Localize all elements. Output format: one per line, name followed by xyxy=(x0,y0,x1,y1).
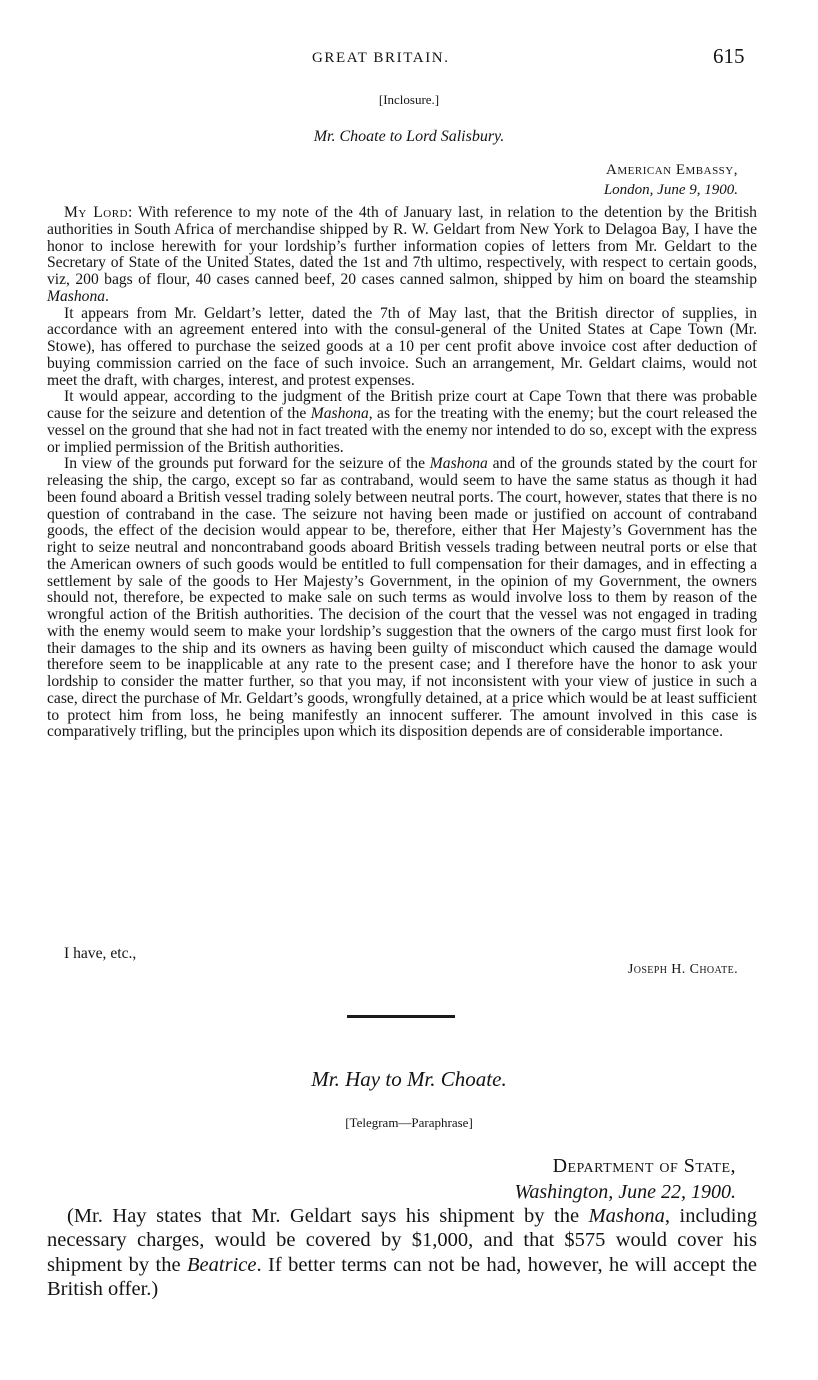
paragraph-text: . xyxy=(105,287,109,305)
paragraph xyxy=(47,456,757,741)
paragraph-text: , as for the treating with the enemy; but the court released the vessel on the ground that she had not in fact treated with the enemy nor intended to do so, except with the express or implied permission of the British authorities. xyxy=(47,405,757,456)
ship-name: Mashona xyxy=(47,287,106,305)
paragraph-text: (Mr. Hay states that Mr. Geldart says his shipment by the xyxy=(67,1205,589,1227)
section-divider xyxy=(347,1015,455,1018)
paragraph xyxy=(47,205,757,306)
department-heading: Department of State, xyxy=(552,1155,736,1177)
page-number: 615 xyxy=(713,44,745,68)
salutation: My Lord xyxy=(64,204,128,221)
paragraph xyxy=(47,1204,757,1301)
ship-name: Mashona xyxy=(310,405,369,422)
ship-name: Beatrice xyxy=(187,1253,257,1276)
letter-title-hay-to-choate: Mr. Hay to Mr. Choate. xyxy=(311,1067,507,1091)
letter-title-choate-to-salisbury: Mr. Choate to Lord Salisbury. xyxy=(313,128,505,145)
telegram-body xyxy=(47,1204,757,1301)
paragraph-text: In view of the grounds put forward for the seizure of the xyxy=(64,455,430,473)
paragraph-text: , including necessary charges, would be covered by $1,000, and that $575 would cover his shipment by the xyxy=(47,1205,757,1276)
place-date: Washington, June 22, 1900. xyxy=(514,1181,736,1203)
telegram-note: [Telegram—Paraphrase] xyxy=(345,1115,473,1130)
letter-body xyxy=(47,205,757,741)
running-head: GREAT BRITAIN. xyxy=(312,50,450,66)
signature: Joseph H. Choate. xyxy=(627,962,738,977)
ship-name: Mashona xyxy=(429,455,488,473)
paragraph-text: and of the grounds stated by the court for releasing the ship, the cargo, except so far as contraband, would seem to have the same status as though it had been found aboard a British vessel trading solely between neutral ports. The court, however, states that there is no question of contraband in the case. The seizure not having been made or justified on account of contraband goods, the effect of the decision would appear to be, therefore, either that Her Majesty’s Government has the right to seize neutral and noncontraband goods aboard British vessels trading between neutral ports or else that the American owners of such goods would be entitled to full compensation for their damages, and in effecting a settlement by sale of the goods to Her Majesty’s Government, in the opinion of my Government, the owners should not, therefore, be expected to make sale on such terms as would involve loss to them by reason of the wrongful action of the British authorities. The decision of the court that the vessel was not engaged in trading with the enemy would seem to make your lordship’s suggestion that the owners of the cargo must first look for their damages to the ship and its owners as having been guilty of misconduct which caused the damage would therefore seem to be inapplicable at any rate to the present case; and I therefore have the honor to ask your lordship to consider the matter further, so that you may, if not inconsistent with your view of justice in such a case, direct the purchase of Mr. Geldart’s goods, wrongfully detained, at a price which would be at least sufficient to protect him from loss, he being manifestly an innocent sufferer. The amount involved in this case is comparatively trifling, but the principles upon which its disposition depends are of considerable importance. xyxy=(47,455,757,741)
ship-name: Mashona xyxy=(588,1205,665,1227)
paragraph: It appears from Mr. Geldart’s letter, dated the 7th of May last, that the British director of supplies, in accordance with an agreement entered into with the consul-general of the United States at Cape Town (Mr. Stowe), has offered to purchase the seized goods at a 10 per cent profit above invoice cost after deduction of buying commission carried on the face of such invoice. Such an arrangement, Mr. Geldart claims, would not meet the draft, with charges, interest, and protest expenses. xyxy=(47,304,757,389)
closing: I have, etc., xyxy=(64,945,137,962)
embassy-heading: American Embassy, xyxy=(606,162,738,178)
telegram-dateline xyxy=(0,1153,736,1205)
letter-dateline xyxy=(0,160,738,200)
paragraph-text: : With reference to my note of the 4th of January last, in relation to the detention by the British authorities in South Africa of merchandise shipped by R. W. Geldart from New York to Delagoa Bay, I have the honor to inclose herewith for your lordship’s further information copies of letters from Mr. Geldart to the Secretary of State of the United States, dated the 1st and 7th ultimo, respectively, with respect to certain goods, viz, 200 bags of flour, 40 cases canned beef, 20 cases canned salmon, shipped by him on board the steamship xyxy=(47,204,757,288)
inclosure-note: [Inclosure.] xyxy=(378,92,440,107)
paragraph-text: It would appear, according to the judgment of the British prize court at Cape Town that there was probable cause for the seizure and detention of the xyxy=(47,388,757,422)
paragraph-text: . If better terms can not be had, however, he will accept the British offer.) xyxy=(47,1253,757,1300)
paragraph xyxy=(47,389,757,456)
page-header xyxy=(0,44,818,74)
place-date: London, June 9, 1900. xyxy=(603,182,738,198)
